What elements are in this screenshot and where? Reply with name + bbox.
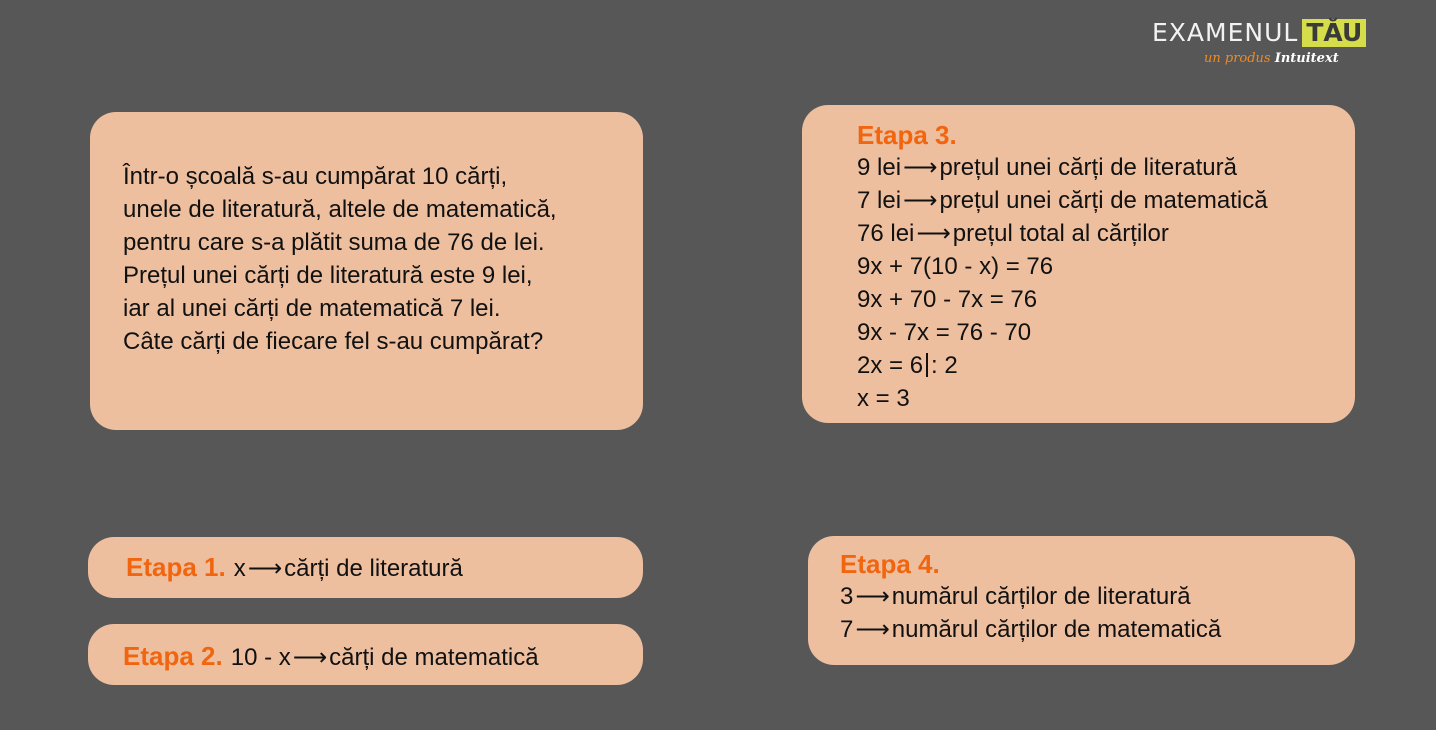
step2-left: 10 - x — [230, 644, 291, 671]
def-meaning: prețul unei cărți de literatură — [939, 154, 1237, 181]
step3-title: Etapa 3. — [857, 120, 957, 150]
equation-4-left: 2x = 6 — [857, 352, 924, 379]
problem-line: iar al unei cărți de matematică 7 lei. — [123, 295, 501, 322]
logo-tagline-prefix: un produs — [1204, 51, 1271, 66]
def-value: 9 lei — [857, 154, 902, 181]
problem-card — [90, 112, 643, 430]
def-value: 76 lei — [857, 220, 915, 247]
equation-5: x = 3 — [857, 385, 910, 412]
step1-right: cărți de literatură — [284, 555, 463, 582]
equation-3: 9x - 7x = 76 - 70 — [857, 319, 1032, 346]
logo-main — [1152, 18, 1362, 48]
def-value: 7 lei — [857, 187, 902, 214]
step2-card — [88, 624, 643, 685]
problem-line: Într-o școală s-au cumpărat 10 cărți, — [123, 163, 508, 190]
step2-line — [123, 640, 633, 674]
result-value: 3 — [840, 583, 854, 610]
problem-line: pentru care s-a plătit suma de 76 de lei. — [123, 229, 545, 256]
def-meaning: prețul unei cărți de matematică — [939, 187, 1268, 214]
step3-def-literature — [857, 151, 1345, 184]
result-meaning: numărul cărților de literatură — [891, 583, 1191, 610]
step3-def-total — [857, 217, 1345, 250]
equation-4-right: : 2 — [931, 352, 958, 379]
problem-line: Câte cărți de fiecare fel s-au cumpărat? — [123, 328, 544, 355]
step1-title: Etapa 1. — [126, 552, 226, 582]
equation-4 — [857, 349, 1345, 382]
logo-box: TĂU — [1302, 19, 1366, 47]
step3-def-math — [857, 184, 1345, 217]
problem-line: Prețul unei cărți de literatură este 9 lei, — [123, 262, 533, 289]
divide-bar-icon — [926, 353, 928, 377]
arrow-icon: ⟶ — [855, 616, 890, 643]
step2-right: cărți de matematică — [329, 644, 539, 671]
result-value: 7 — [840, 616, 854, 643]
step4-title: Etapa 4. — [840, 549, 940, 579]
problem-line: unele de literatură, altele de matematică, — [123, 196, 557, 223]
step3-card — [802, 105, 1355, 423]
arrow-icon: ⟶ — [903, 154, 938, 181]
result-meaning: numărul cărților de matematică — [891, 616, 1222, 643]
equation-2: 9x + 70 - 7x = 76 — [857, 286, 1038, 313]
def-meaning: prețul total al cărților — [952, 220, 1169, 247]
step4-card — [808, 536, 1355, 665]
logo-word: EXAMENUL — [1152, 18, 1299, 47]
step1-left: x — [233, 555, 246, 582]
logo-tagline-brand: Intuitext — [1274, 51, 1339, 66]
step2-title: Etapa 2. — [123, 641, 223, 671]
arrow-icon: ⟶ — [247, 555, 283, 582]
step1-card — [88, 537, 643, 598]
examenul-tau-logo — [1152, 18, 1362, 78]
logo-tagline — [1204, 51, 1339, 66]
step1-line — [126, 551, 633, 585]
arrow-icon: ⟶ — [903, 187, 938, 214]
step4-result-literature — [840, 580, 1345, 613]
step4-result-math — [840, 613, 1345, 646]
arrow-icon: ⟶ — [916, 220, 951, 247]
equation-1: 9x + 7(10 - x) = 76 — [857, 253, 1054, 280]
arrow-icon: ⟶ — [855, 583, 890, 610]
arrow-icon: ⟶ — [292, 644, 328, 671]
